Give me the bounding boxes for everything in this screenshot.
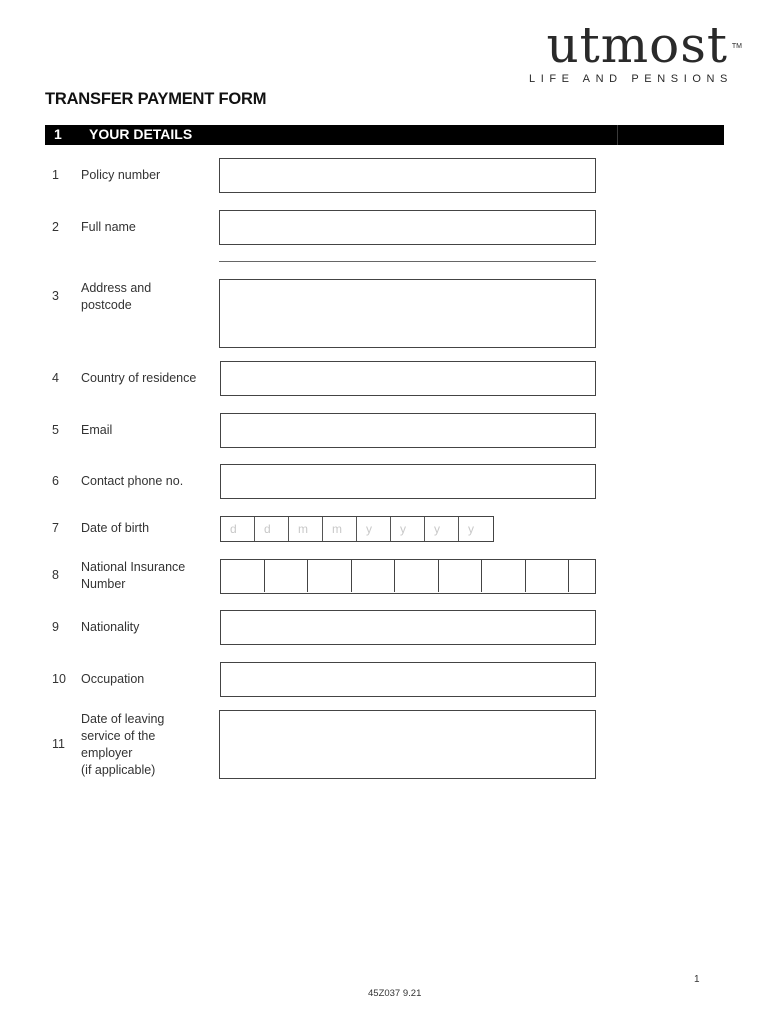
field-label-national-insurance: National Insurance Number	[81, 560, 186, 591]
ni-character-cell[interactable]	[265, 560, 309, 592]
field-number: 5	[52, 423, 59, 437]
country-of-residence-input[interactable]	[220, 361, 596, 396]
form-title: TRANSFER PAYMENT FORM	[45, 90, 267, 108]
full-name-input[interactable]	[219, 210, 596, 245]
field-number: 1	[52, 168, 59, 182]
ni-character-cell[interactable]	[569, 560, 595, 592]
field-label-full-name: Full name	[81, 220, 136, 234]
email-input[interactable]	[220, 413, 596, 448]
logo-wordmark: utmost TM	[546, 16, 742, 74]
policy-number-input[interactable]	[219, 158, 596, 193]
ni-character-cell[interactable]	[221, 560, 265, 592]
section-number: 1	[54, 126, 62, 142]
ni-character-cell[interactable]	[352, 560, 396, 592]
field-number: 2	[52, 220, 59, 234]
dob-month-digit[interactable]: m	[323, 517, 357, 541]
utmost-logo	[528, 16, 742, 85]
ni-character-cell[interactable]	[526, 560, 570, 592]
address-postcode-input[interactable]	[219, 279, 596, 348]
occupation-input[interactable]	[220, 662, 596, 697]
field-label-dob: Date of birth	[81, 521, 150, 535]
ni-character-cell[interactable]	[439, 560, 483, 592]
dob-year-digit[interactable]: y	[468, 522, 474, 536]
field-label-date-of-leaving: Date of leaving service of the employer (if applicable)	[81, 712, 165, 777]
date-of-birth-input[interactable]	[220, 516, 494, 542]
page-number: 1	[694, 974, 700, 985]
field-label-address: Address and postcode	[81, 281, 152, 312]
field-number: 9	[52, 620, 59, 634]
field-number: 3	[52, 289, 59, 303]
nationality-input[interactable]	[220, 610, 596, 645]
ni-character-cell[interactable]	[308, 560, 352, 592]
dob-month-digit[interactable]: m	[289, 517, 323, 541]
trademark-mark: TM	[731, 43, 742, 50]
national-insurance-input[interactable]	[220, 559, 596, 594]
field-number: 8	[52, 568, 59, 582]
divider-line	[219, 261, 596, 262]
field-label-policy-number: Policy number	[81, 168, 161, 182]
ni-character-cell[interactable]	[482, 560, 526, 592]
dob-day-digit[interactable]: d	[221, 517, 255, 541]
field-label-phone: Contact phone no.	[81, 474, 184, 488]
field-label-occupation: Occupation	[81, 672, 145, 686]
field-label-nationality: Nationality	[81, 620, 140, 634]
field-number: 6	[52, 474, 59, 488]
contact-phone-input[interactable]	[220, 464, 596, 499]
section-title: YOUR DETAILS	[89, 126, 193, 142]
field-number: 11	[52, 737, 65, 751]
field-number: 4	[52, 371, 59, 385]
field-label-email: Email	[81, 423, 113, 437]
logo-subtitle: LIFE AND PENSIONS	[528, 73, 733, 85]
section-header-your-details	[45, 125, 724, 145]
field-number: 10	[52, 672, 66, 686]
dob-year-digit[interactable]: y	[425, 517, 459, 541]
field-label-country: Country of residence	[81, 371, 197, 385]
dob-day-digit[interactable]: d	[255, 517, 289, 541]
dob-year-digit[interactable]: y	[357, 517, 391, 541]
field-number: 7	[52, 521, 59, 535]
ni-character-cell[interactable]	[395, 560, 439, 592]
dob-year-digit[interactable]: y	[391, 517, 425, 541]
form-code: 45Z037 9.21	[368, 988, 422, 999]
section-divider	[617, 125, 618, 145]
date-of-leaving-input[interactable]	[219, 710, 596, 779]
